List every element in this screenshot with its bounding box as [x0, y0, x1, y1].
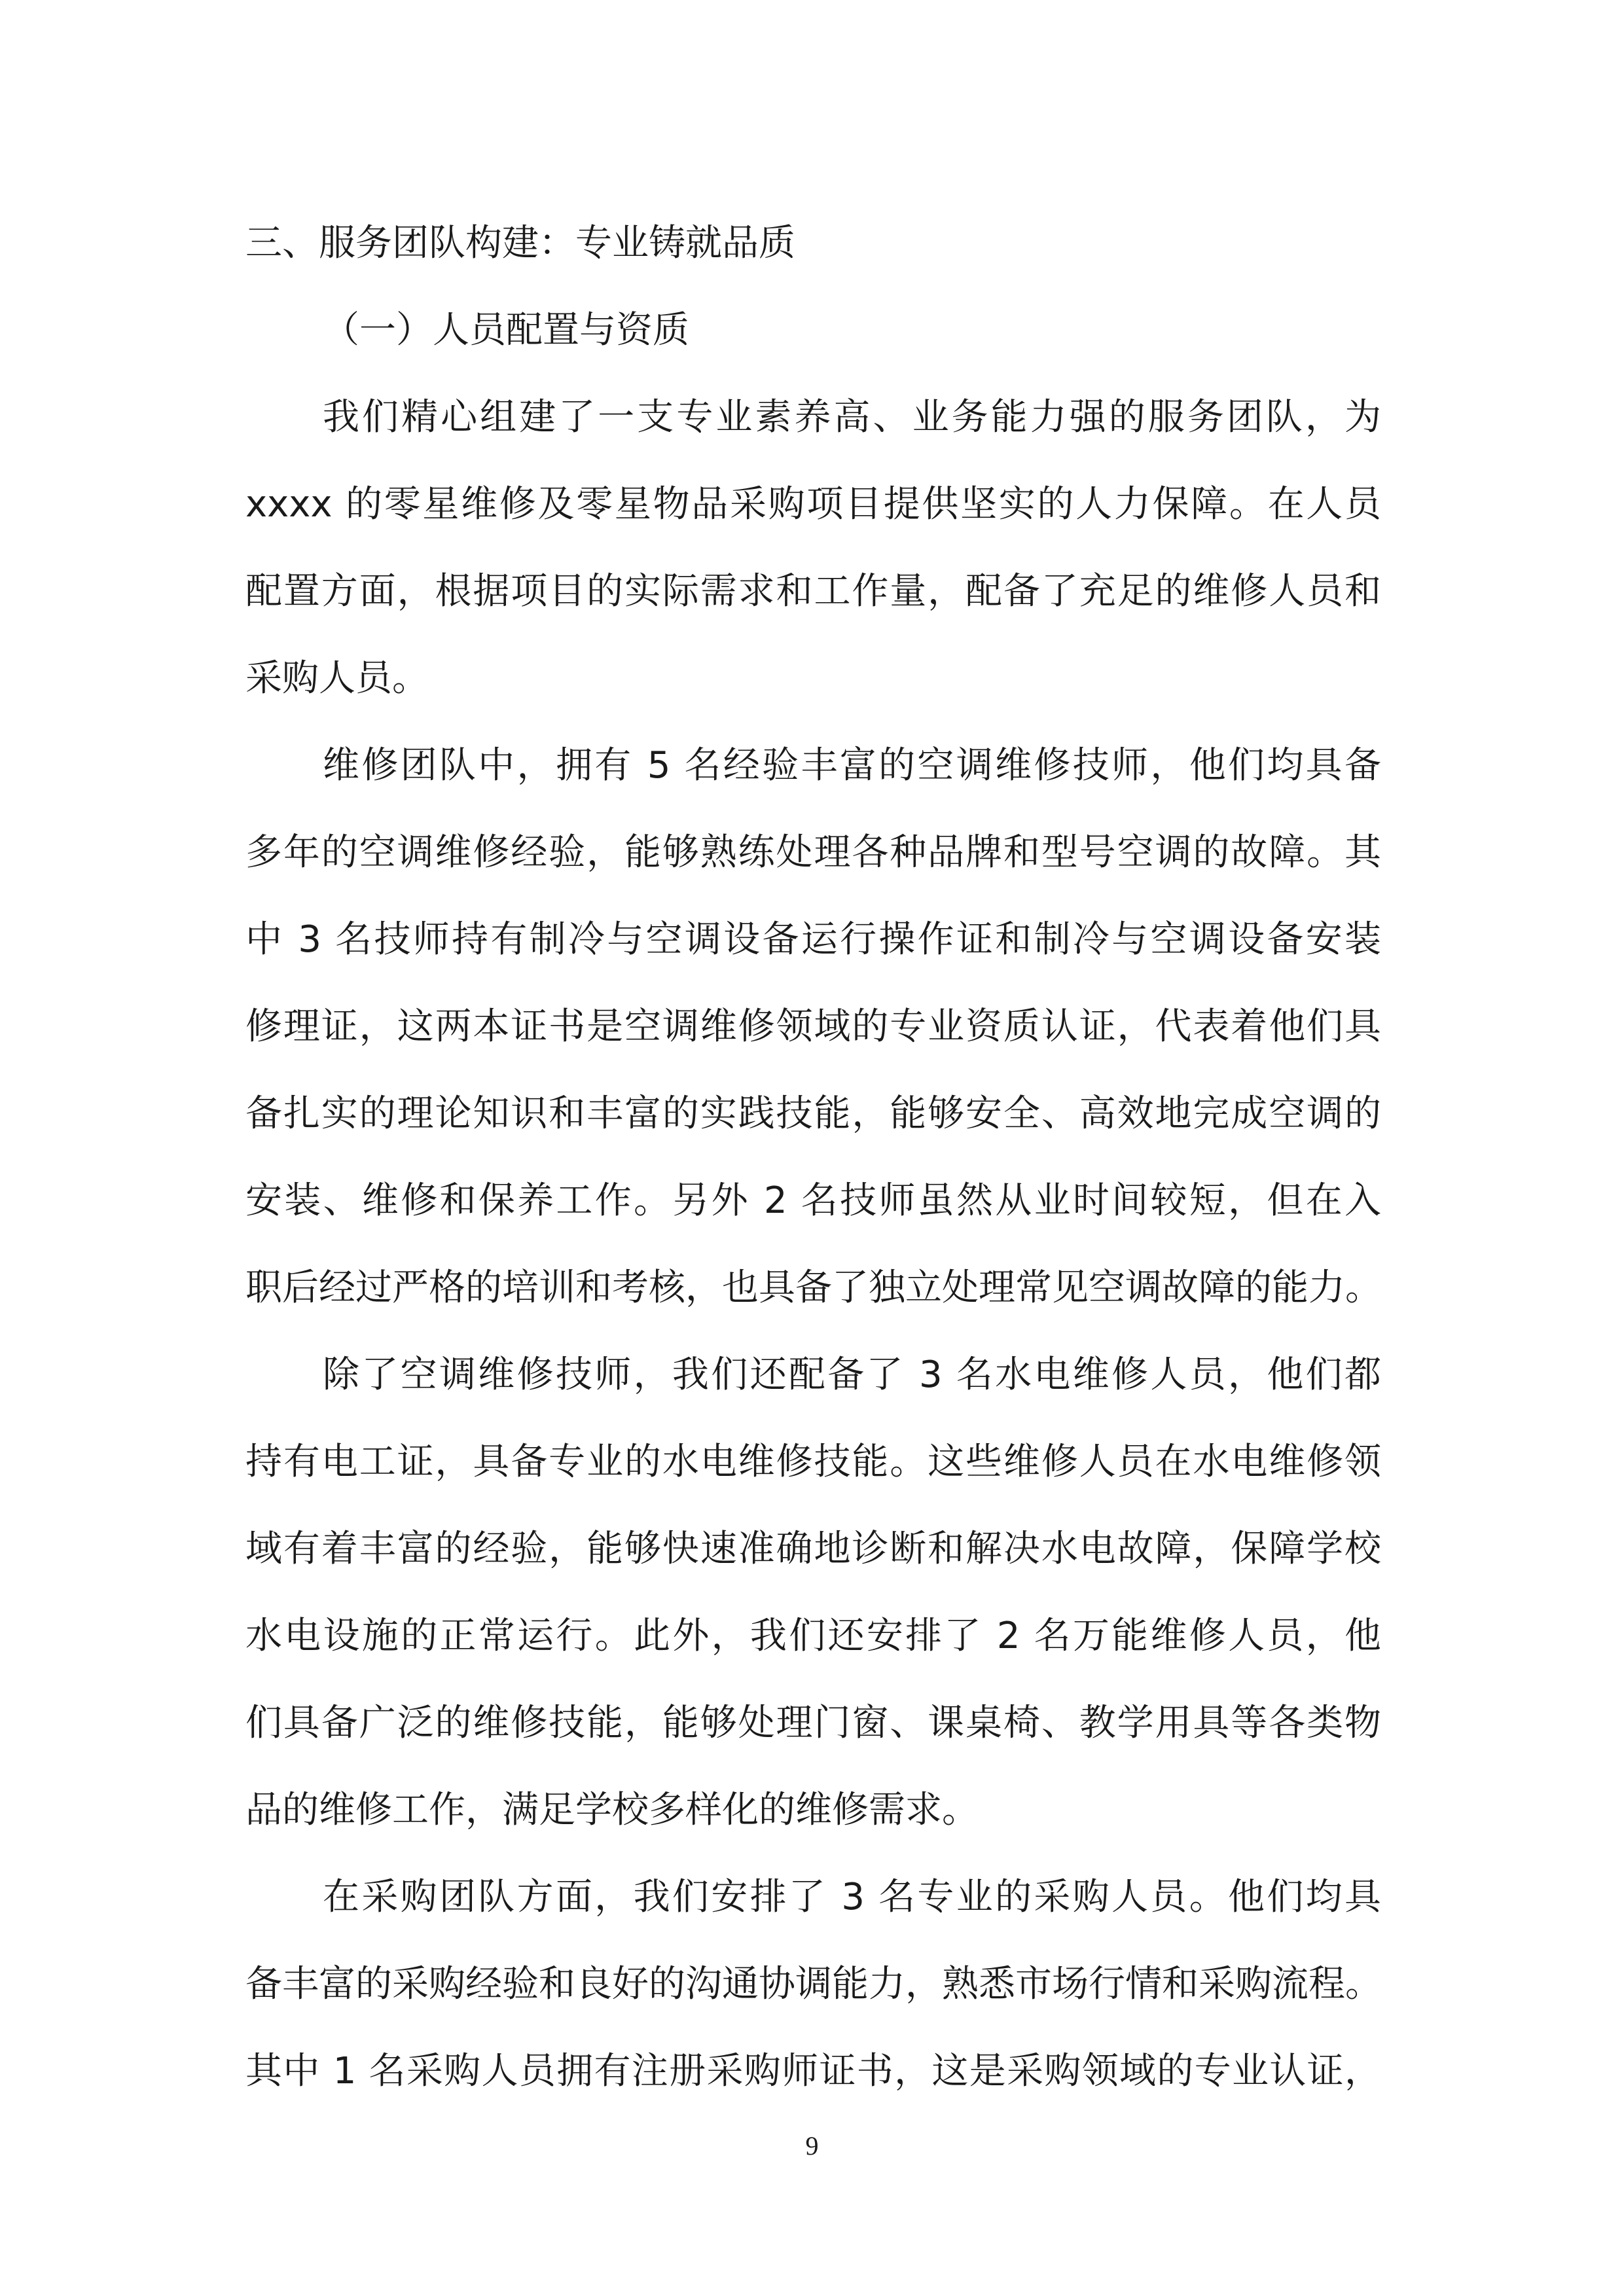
paragraph-line: xxxx 的零星维修及零星物品采购项目提供坚实的人力保障。在人员 [245, 483, 1381, 526]
paragraph-line: 中 3 名技师持有制冷与空调设备运行操作证和制冷与空调设备安装 [245, 918, 1381, 961]
paragraph-line: 修理证，这两本证书是空调维修领域的专业资质认证，代表着他们具 [245, 1005, 1381, 1048]
page-number: 9 [805, 2131, 819, 2161]
paragraph-line: 品的维修工作，满足学校多样化的维修需求。 [245, 1789, 979, 1831]
paragraph-line: 在采购团队方面，我们安排了 3 名专业的采购人员。他们均具 [323, 1876, 1381, 1918]
paragraph-line: 安装、维修和保养工作。另外 2 名技师虽然从业时间较短，但在入 [245, 1179, 1381, 1222]
paragraph-line: 持有电工证，具备专业的水电维修技能。这些维修人员在水电维修领 [245, 1441, 1381, 1483]
paragraph-line: 域有着丰富的经验，能够快速准确地诊断和解决水电故障，保障学校 [245, 1528, 1381, 1570]
paragraph-2 [245, 722, 1381, 1331]
document-body [245, 200, 1381, 2115]
paragraph-3 [245, 1331, 1381, 1854]
paragraph-line: 水电设施的正常运行。此外，我们还安排了 2 名万能维修人员，他 [245, 1615, 1381, 1657]
paragraph-line: 备扎实的理论知识和丰富的实践技能，能够安全、高效地完成空调的 [245, 1092, 1381, 1135]
paragraph-line: 们具备广泛的维修技能，能够处理门窗、课桌椅、教学用具等各类物 [245, 1702, 1381, 1744]
paragraph-line: 我们精心组建了一支专业素养高、业务能力强的服务团队，为 [323, 396, 1381, 439]
paragraph-4 [245, 1854, 1381, 2115]
paragraph-line: 采购人员。 [245, 657, 429, 700]
paragraph-line: 维修团队中，拥有 5 名经验丰富的空调维修技师，他们均具备 [323, 744, 1381, 787]
paragraph-line: 职后经过严格的培训和考核，也具备了独立处理常见空调故障的能力。 [245, 1266, 1382, 1309]
paragraph-1 [245, 374, 1381, 722]
paragraph-line: 备丰富的采购经验和良好的沟通协调能力，熟悉市场行情和采购流程。 [245, 1963, 1382, 2005]
paragraph-line: 其中 1 名采购人员拥有注册采购师证书，这是采购领域的专业认证， [245, 2050, 1381, 2092]
paragraph-line: 多年的空调维修经验，能够熟练处理各种品牌和型号空调的故障。其 [245, 831, 1381, 874]
section-heading: 三、服务团队构建：专业铸就品质 [245, 222, 795, 264]
subsection-heading: （一）人员配置与资质 [323, 309, 689, 351]
paragraph-line: 除了空调维修技师，我们还配备了 3 名水电维修人员，他们都 [323, 1354, 1381, 1396]
paragraph-line: 配置方面，根据项目的实际需求和工作量，配备了充足的维修人员和 [245, 570, 1381, 613]
